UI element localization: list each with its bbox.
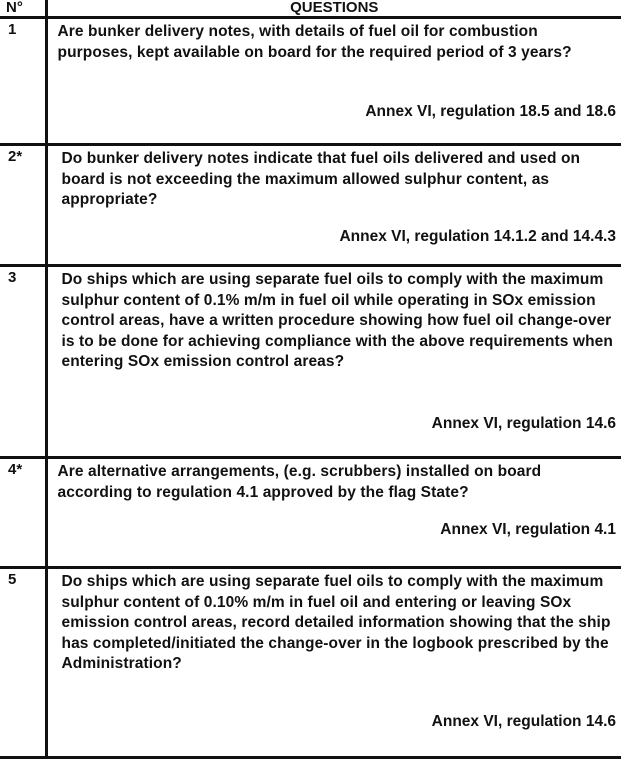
regulation-reference: Annex VI, regulation 14.1.2 and 14.4.3: [339, 228, 616, 245]
table-row: [0, 568, 621, 758]
table-row: [0, 458, 621, 568]
questions-column-header: QUESTIONS: [46, 0, 621, 18]
question-number: 3: [0, 266, 46, 458]
table-row: [0, 18, 621, 145]
question-cell: [46, 458, 621, 568]
question-cell: [46, 568, 621, 758]
question-cell: [46, 18, 621, 145]
regulation-reference: Annex VI, regulation 14.6: [431, 415, 616, 432]
question-text: Are bunker delivery notes, with details of fuel oil for combustion purposes, kept available on board for the required period of 3 years?: [57, 23, 572, 61]
question-cell: [46, 145, 621, 266]
regulation-reference: Annex VI, regulation 18.5 and 18.6: [365, 103, 616, 120]
table-header: [0, 0, 621, 18]
regulation-reference: Annex VI, regulation 14.6: [431, 713, 616, 730]
question-text: Are alternative arrangements, (e.g. scrubbers) installed on board according to regulation 4.1 approved by the flag State?: [57, 463, 542, 501]
question-cell: [46, 266, 621, 458]
number-column-header: N°: [0, 0, 46, 18]
question-number: 4*: [0, 458, 46, 568]
question-number: 2*: [0, 145, 46, 266]
question-number: 5: [0, 568, 46, 758]
question-text: Do ships which are using separate fuel oils to comply with the maximum sulphur content of 0.10% m/m in fuel oil and entering or leaving SOx emission control areas, record detailed information showing that the ship has completed/initiated the change-over in the logbook prescribed by the Administration?: [61, 573, 611, 672]
header-row: [0, 0, 621, 18]
question-text: Do ships which are using separate fuel oils to comply with the maximum sulphur content of 0.1% m/m in fuel oil while operating in SOx emission control areas, have a written procedure showing how fuel oil change-over is to be done for achieving compliance with the above requirements when entering SOx emission control areas?: [61, 271, 613, 370]
regulation-reference: Annex VI, regulation 4.1: [440, 521, 616, 538]
question-text: Do bunker delivery notes indicate that fuel oils delivered and used on board is not exceeding the maximum allowed sulphur content, as appropriate?: [61, 150, 581, 208]
table-row: [0, 145, 621, 266]
table-row: [0, 266, 621, 458]
question-number: 1: [0, 18, 46, 145]
